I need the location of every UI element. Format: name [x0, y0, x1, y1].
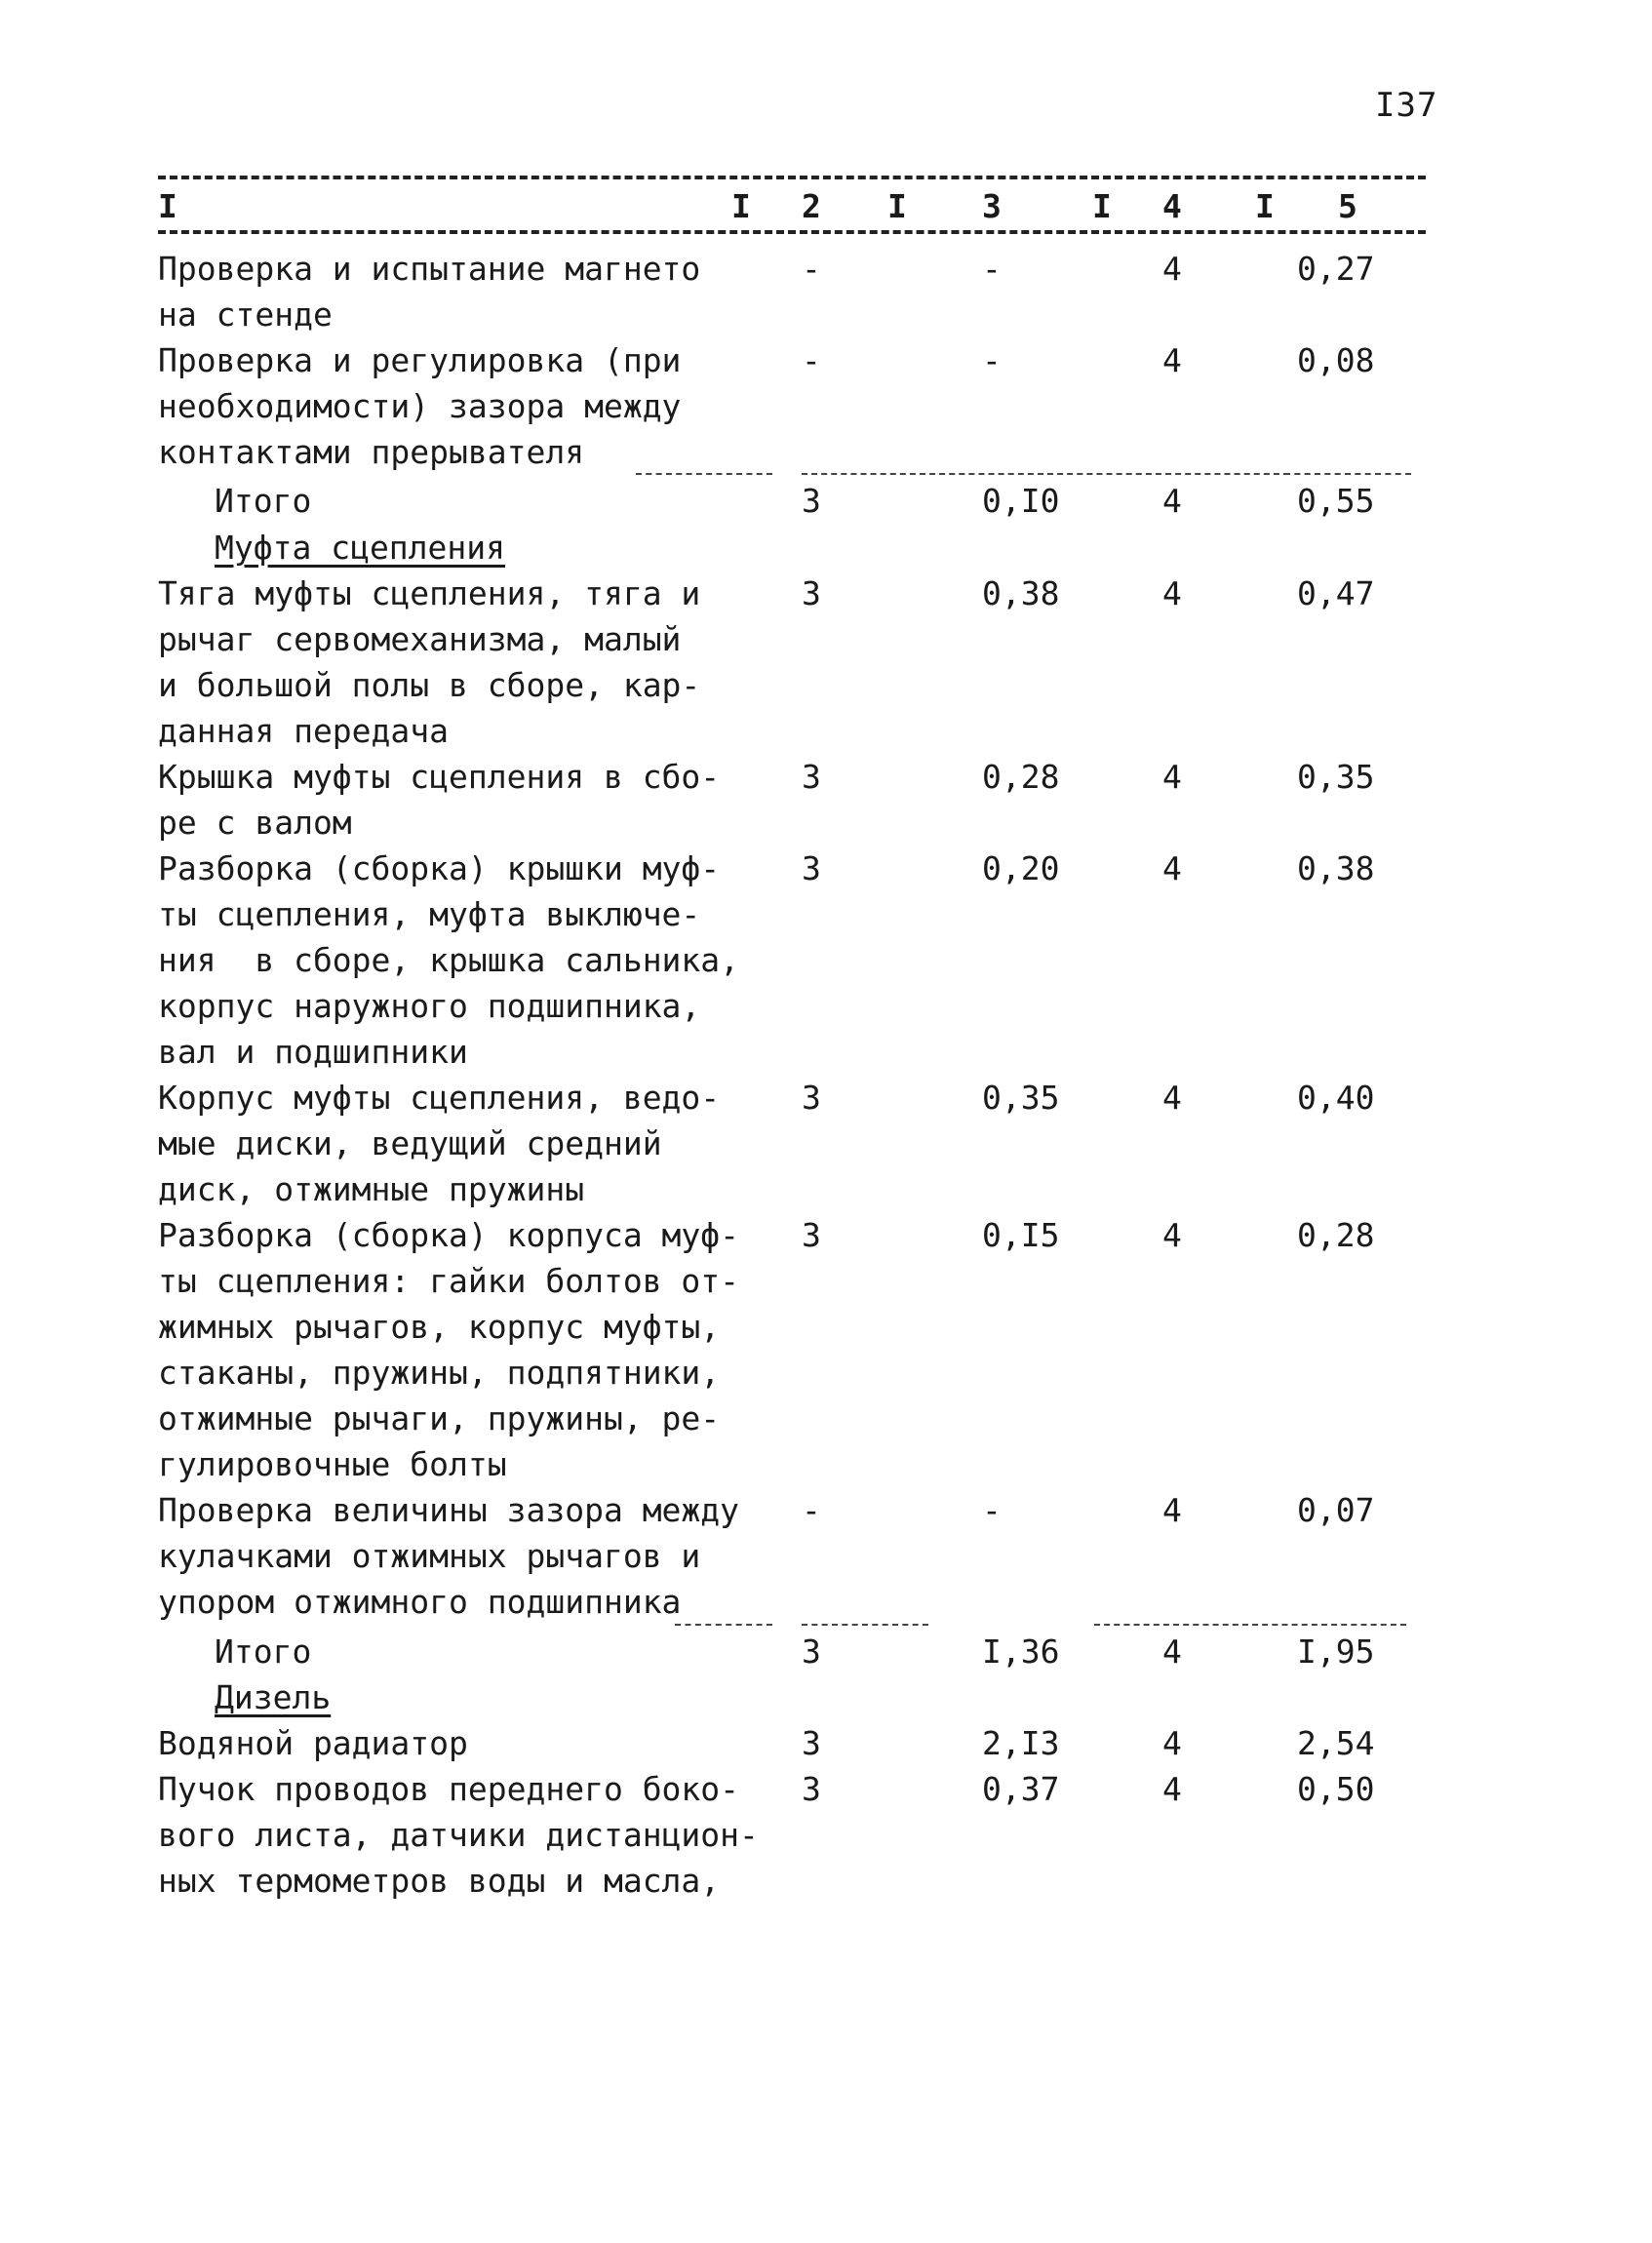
row-col-4: 4	[1162, 1079, 1182, 1117]
header-col-1: I	[158, 187, 177, 225]
row-col-3: 0,38	[982, 574, 1060, 612]
row-col-5: 0,38	[1297, 849, 1375, 887]
row-col-2: 3	[802, 1216, 821, 1254]
row-name: Пучок проводов переднего боко- вого листа, датчики дистанцион- ных термометров воды и масла,	[158, 1770, 759, 1900]
row-col-4: 4	[1162, 341, 1182, 379]
row-col-2: -	[802, 1491, 821, 1529]
header-col-4: 4	[1162, 187, 1182, 225]
row-col-5: 0,55	[1297, 482, 1375, 520]
header-col-5: 5	[1338, 187, 1357, 225]
table-header	[158, 185, 1426, 232]
row-col-4: 4	[1162, 482, 1182, 520]
row-name: Водяной радиатор	[158, 1724, 468, 1762]
section-title: Дизель	[215, 1678, 332, 1716]
row-col-4: 4	[1162, 1216, 1182, 1254]
row-name: Разборка (сборка) корпуса муф- ты сцепления: гайки болтов от- жимных рычагов, корпус муфты, стаканы, пружины, подпятники, отжимные рычаги, пружины, ре- гулировочные болты	[158, 1216, 740, 1483]
row-col-4: 4	[1162, 250, 1182, 288]
header-col-3: 3	[982, 187, 1002, 225]
row-col-2: -	[802, 250, 821, 288]
row-col-3: 0,28	[982, 758, 1060, 796]
row-col-5: 0,27	[1297, 250, 1375, 288]
row-col-3: -	[982, 1491, 1002, 1529]
header-divider: I	[731, 187, 751, 225]
subtotal-rule	[802, 1624, 928, 1626]
row-col-4: 4	[1162, 849, 1182, 887]
subtotal-rule	[1284, 473, 1411, 475]
subtotal-rule	[636, 473, 772, 475]
row-col-5: 0,47	[1297, 574, 1375, 612]
row-col-3: 0,20	[982, 849, 1060, 887]
subtotal-rule	[802, 473, 1289, 475]
row-col-4: 4	[1162, 574, 1182, 612]
row-name: Проверка и регулировка (при необходимости) зазора между контактами прерывателя	[158, 341, 682, 471]
subtotal-rule	[675, 1624, 772, 1626]
row-col-3: I,36	[982, 1633, 1060, 1671]
row-name: Крышка муфты сцепления в сбо- ре с валом	[158, 758, 721, 842]
row-col-2: -	[802, 341, 821, 379]
row-col-2: 3	[802, 1079, 821, 1117]
header-top-rule	[158, 176, 1426, 179]
row-col-2: 3	[802, 1770, 821, 1808]
row-col-5: I,95	[1297, 1633, 1375, 1671]
row-col-4: 4	[1162, 1724, 1182, 1762]
row-name: Итого	[215, 482, 312, 520]
row-col-5: 0,07	[1297, 1491, 1375, 1529]
row-col-4: 4	[1162, 1633, 1182, 1671]
row-col-5: 0,28	[1297, 1216, 1375, 1254]
row-col-2: 3	[802, 758, 821, 796]
row-col-3: 0,37	[982, 1770, 1060, 1808]
row-name: Тяга муфты сцепления, тяга и рычаг сервомеханизма, малый и большой полы в сборе, кар- данная передача	[158, 574, 701, 750]
row-col-5: 0,35	[1297, 758, 1375, 796]
row-col-3: 2,I3	[982, 1724, 1060, 1762]
header-col-2: 2	[802, 187, 821, 225]
header-divider: I	[1255, 187, 1275, 225]
row-col-3: 0,35	[982, 1079, 1060, 1117]
row-col-2: 3	[802, 1633, 821, 1671]
row-name: Итого	[215, 1633, 312, 1671]
header-bottom-rule	[158, 230, 1426, 234]
section-title: Муфта сцепления	[215, 529, 506, 567]
row-name: Проверка величины зазора между кулачками отжимных рычагов и упором отжимного подшипника	[158, 1491, 740, 1621]
row-col-2: 3	[802, 574, 821, 612]
row-col-3: 0,I0	[982, 482, 1060, 520]
row-col-2: 3	[802, 1724, 821, 1762]
row-col-2: 3	[802, 849, 821, 887]
row-col-5: 0,50	[1297, 1770, 1375, 1808]
row-col-2: 3	[802, 482, 821, 520]
row-name: Разборка (сборка) крышки муф- ты сцепления, муфта выключе- ния в сборе, крышка сальника, корпус наружного подшипника, вал и подшипники	[158, 849, 740, 1071]
row-col-3: 0,I5	[982, 1216, 1060, 1254]
page-number: I37	[1375, 86, 1438, 125]
row-name: Корпус муфты сцепления, ведо- мые диски, ведущий средний диск, отжимные пружины	[158, 1079, 721, 1208]
subtotal-rule	[1094, 1624, 1406, 1626]
row-col-3: -	[982, 250, 1002, 288]
row-col-3: -	[982, 341, 1002, 379]
row-col-5: 2,54	[1297, 1724, 1375, 1762]
row-col-5: 0,08	[1297, 341, 1375, 379]
row-col-5: 0,40	[1297, 1079, 1375, 1117]
row-col-4: 4	[1162, 1770, 1182, 1808]
row-name: Проверка и испытание магнето на стенде	[158, 250, 701, 334]
header-divider: I	[887, 187, 907, 225]
header-divider: I	[1092, 187, 1112, 225]
row-col-4: 4	[1162, 1491, 1182, 1529]
row-col-4: 4	[1162, 758, 1182, 796]
